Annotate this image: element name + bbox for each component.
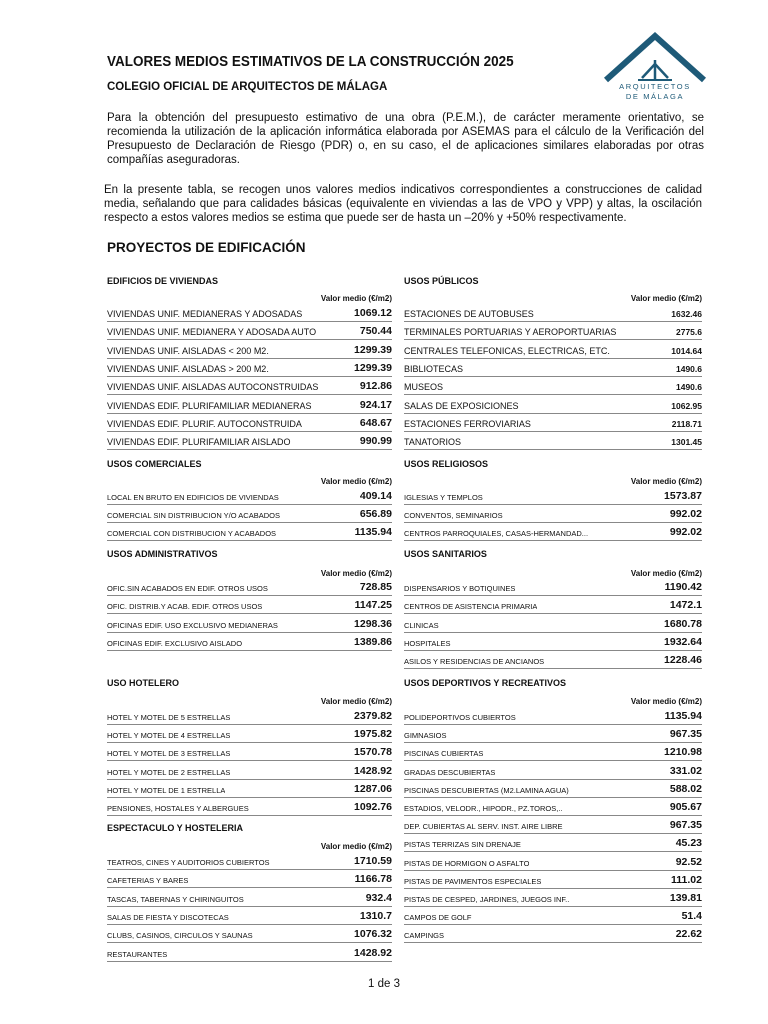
- table-row: [107, 615, 392, 633]
- row-value: 92.52: [675, 855, 702, 868]
- table-row: [404, 798, 702, 816]
- row-label: GRADAS DESCUBIERTAS: [404, 767, 496, 777]
- table-row: [404, 743, 702, 761]
- value-column-header: Valor medio (€/m2): [630, 477, 702, 486]
- row-label: PISTAS DE CESPED, JARDINES, JUEGOS INF..: [404, 895, 570, 904]
- row-value: 1062.95: [671, 400, 702, 411]
- row-label: VIVIENDAS EDIF. PLURIFAMILIAR AISLADO: [107, 437, 291, 448]
- row-label: LOCAL EN BRUTO EN EDIFICIOS DE VIVIENDAS: [107, 493, 279, 502]
- row-label: PISTAS DE PAVIMENTOS ESPECIALES: [404, 876, 542, 886]
- row-value: 1490.6: [676, 382, 702, 393]
- row-label: PISTAS DE HORMIGON O ASFALTO: [404, 858, 530, 868]
- row-label: HOTEL Y MOTEL DE 5 ESTRELLAS: [107, 713, 231, 722]
- row-label: CLUBS, CASINOS, CIRCULOS Y SAUNAS: [107, 931, 253, 941]
- group-title-administrativos: USOS ADMINISTRATIVOS: [107, 549, 218, 559]
- row-label: CAMPINGS: [404, 931, 445, 941]
- table-row: [404, 707, 702, 725]
- row-value: 912.86: [359, 380, 392, 393]
- table-row: [404, 615, 702, 633]
- row-value: 1298.36: [354, 617, 392, 630]
- row-value: 656.89: [359, 508, 392, 521]
- table-row: [107, 304, 392, 322]
- row-value: 2118.71: [671, 418, 702, 429]
- table-row: [404, 925, 702, 943]
- row-label: ESTACIONES DE AUTOBUSES: [404, 309, 534, 319]
- row-value: 409.14: [359, 490, 392, 502]
- table-row: [107, 596, 392, 614]
- row-label: PENSIONES, HOSTALES Y ALBERGUES: [107, 804, 249, 813]
- table-row: [404, 487, 702, 505]
- row-label: CENTROS PARROQUIALES, CASAS-HERMANDAD...: [404, 529, 589, 539]
- row-label: HOTEL Y MOTEL DE 2 ESTRELLAS: [107, 767, 231, 777]
- row-label: IGLESIAS Y TEMPLOS: [404, 493, 483, 502]
- table-row: [107, 780, 392, 798]
- row-label: RESTAURANTES: [107, 949, 168, 959]
- row-label: CONVENTOS, SEMINARIOS: [404, 511, 503, 521]
- row-label: ESTACIONES FERROVIARIAS: [404, 418, 531, 429]
- row-label: VIVIENDAS EDIF. PLURIF. AUTOCONSTRUIDA: [107, 418, 302, 429]
- table-row: [404, 505, 702, 523]
- row-value: 1135.94: [354, 526, 392, 539]
- row-value: 1287.06: [354, 782, 392, 795]
- row-label: HOTEL Y MOTEL DE 3 ESTRELLAS: [107, 749, 231, 759]
- row-label: VIVIENDAS UNIF. AISLADAS > 200 M2.: [107, 363, 269, 374]
- row-value: 1014.64: [671, 345, 702, 356]
- page-number: 1 de 3: [368, 978, 400, 990]
- row-label: PISTAS TERRIZAS SIN DRENAJE: [404, 840, 521, 850]
- row-value: 1069.12: [354, 307, 392, 319]
- table-row: [107, 870, 392, 888]
- table-row: [404, 341, 702, 359]
- row-label: CENTROS DE ASISTENCIA PRIMARIA: [404, 602, 538, 612]
- row-value: 1428.92: [354, 946, 392, 959]
- group-title-deportivos: USOS DEPORTIVOS Y RECREATIVOS: [404, 678, 567, 688]
- row-value: 45.23: [675, 837, 702, 850]
- row-label: VIVIENDAS UNIF. AISLADAS AUTOCONSTRUIDAS: [107, 382, 319, 393]
- value-column-header: Valor medio (€/m2): [630, 294, 702, 303]
- row-value: 1680.78: [664, 617, 702, 630]
- row-label: CAFETERIAS Y BARES: [107, 876, 189, 886]
- row-value: 1490.6: [676, 363, 702, 374]
- group-title-hotelero: USO HOTELERO: [107, 678, 180, 688]
- row-label: HOSPITALES: [404, 638, 451, 648]
- table-row: [107, 341, 392, 359]
- row-value: 1135.94: [664, 710, 702, 722]
- value-column-header: Valor medio (€/m2): [320, 842, 392, 851]
- table-row: [107, 505, 392, 523]
- table-row: [107, 944, 392, 962]
- table-row: [404, 377, 702, 395]
- table-row: [404, 871, 702, 889]
- row-value: 1299.39: [354, 343, 392, 356]
- row-value: 1076.32: [354, 928, 392, 941]
- row-value: 905.67: [669, 801, 702, 813]
- table-row: [404, 578, 702, 596]
- row-value: 1570.78: [354, 746, 392, 759]
- table-row: [107, 889, 392, 907]
- row-label: VIVIENDAS UNIF. MEDIANERA Y ADOSADA AUTO: [107, 327, 317, 338]
- row-label: OFIC.SIN ACABADOS EN EDIF. OTROS USOS: [107, 584, 268, 593]
- table-row: [107, 743, 392, 761]
- row-label: CENTRALES TELEFONICAS, ELECTRICAS, ETC.: [404, 345, 610, 356]
- logo-text-line1: ARQUITECTOS: [619, 82, 691, 91]
- row-label: VIVIENDAS UNIF. MEDIANERAS Y ADOSADAS: [107, 309, 303, 319]
- row-value: 1975.82: [354, 728, 392, 741]
- row-label: TANATORIOS: [404, 437, 462, 448]
- row-label: HOTEL Y MOTEL DE 4 ESTRELLAS: [107, 731, 231, 741]
- row-value: 1472.1: [669, 599, 702, 612]
- value-column-header: Valor medio (€/m2): [320, 697, 392, 706]
- table-row: [107, 377, 392, 395]
- row-label: VIVIENDAS UNIF. AISLADAS < 200 M2.: [107, 345, 269, 356]
- row-label: PISCINAS CUBIERTAS: [404, 749, 484, 759]
- value-column-header: Valor medio (€/m2): [630, 697, 702, 706]
- table-row: [107, 396, 392, 414]
- value-column-header: Valor medio (€/m2): [630, 569, 702, 578]
- table-row: [107, 322, 392, 340]
- row-value: 1190.42: [664, 581, 702, 593]
- group-title-viviendas: EDIFICIOS DE VIVIENDAS: [107, 276, 219, 286]
- value-column-header: Valor medio (€/m2): [320, 569, 392, 578]
- row-label: TASCAS, TABERNAS Y CHIRINGUITOS: [107, 894, 244, 904]
- table-row: [404, 322, 702, 340]
- row-value: 750.44: [359, 325, 392, 338]
- table-row: [107, 762, 392, 780]
- table-row: [404, 907, 702, 925]
- value-column-header: Valor medio (€/m2): [320, 294, 392, 303]
- group-title-espectaculo: ESPECTACULO Y HOSTELERIA: [107, 823, 244, 833]
- row-value: 2379.82: [354, 710, 392, 722]
- row-value: 1932.64: [664, 635, 702, 648]
- table-row: [404, 853, 702, 871]
- row-label: GIMNASIOS: [404, 731, 447, 741]
- row-value: 111.02: [671, 873, 702, 886]
- table-row: [107, 633, 392, 651]
- value-column-header: Valor medio (€/m2): [320, 477, 392, 486]
- table-row: [404, 359, 702, 377]
- table-row: [107, 523, 392, 541]
- row-value: 932.4: [365, 891, 392, 904]
- row-value: 1389.86: [354, 635, 392, 648]
- row-value: 1092.76: [354, 801, 392, 813]
- row-value: 1428.92: [354, 764, 392, 777]
- row-label: VIVIENDAS EDIF. PLURIFAMILIAR MEDIANERAS: [107, 400, 312, 411]
- row-label: MUSEOS: [404, 382, 444, 393]
- logo-text-line2: DE MÁLAGA: [625, 92, 685, 101]
- row-value: 2775.6: [676, 327, 702, 338]
- document-subtitle: COLEGIO OFICIAL DE ARQUITECTOS DE MÁLAGA: [107, 81, 388, 93]
- table-row: [404, 633, 702, 651]
- row-label: COMERCIAL SIN DISTRIBUCION Y/O ACABADOS: [107, 511, 280, 521]
- logo-icon: [600, 30, 710, 84]
- row-value: 1301.45: [671, 437, 702, 448]
- row-label: CAMPOS DE GOLF: [404, 913, 472, 923]
- row-label: COMERCIAL CON DISTRIBUCION Y ACABADOS: [107, 529, 277, 539]
- table-row: [404, 414, 702, 432]
- note-paragraph: En la presente tabla, se recogen unos valores medios indicativos correspondientes a construcciones de calidad media, señalando que para calidades básicas (equivalente en viviendas a las de VPO y VPP) y altas, la oscilación respecto a estos valores medios se estima que puede ser de hasta un –20% y +50% respectivamente.: [104, 184, 702, 224]
- row-value: 139.81: [669, 892, 702, 904]
- row-label: DISPENSARIOS Y BOTIQUINES: [404, 584, 516, 593]
- table-row: [107, 907, 392, 925]
- table-row: [404, 304, 702, 322]
- row-label: DEP. CUBIERTAS AL SERV. INST. AIRE LIBRE: [404, 822, 563, 832]
- table-row: [404, 834, 702, 852]
- table-row: [107, 487, 392, 505]
- document-title: VALORES MEDIOS ESTIMATIVOS DE LA CONSTRUCCIÓN 2025: [107, 54, 514, 70]
- row-label: TERMINALES PORTUARIAS Y AEROPORTUARIAS: [404, 327, 617, 338]
- row-label: POLIDEPORTIVOS CUBIERTOS: [404, 713, 516, 722]
- row-value: 648.67: [359, 416, 392, 429]
- table-row: [404, 780, 702, 798]
- row-label: ESTADIOS, VELODR., HIPODR., PZ.TOROS,..: [404, 804, 563, 813]
- table-row: [107, 707, 392, 725]
- row-value: 1228.46: [664, 654, 702, 667]
- row-label: ASILOS Y RESIDENCIAS DE ANCIANOS: [404, 657, 545, 667]
- row-label: BIBLIOTECAS: [404, 363, 464, 374]
- table-row: [107, 852, 392, 870]
- row-value: 967.35: [669, 728, 702, 741]
- row-value: 1166.78: [354, 873, 392, 886]
- table-row: [404, 396, 702, 414]
- row-value: 331.02: [669, 764, 702, 777]
- row-value: 1632.46: [671, 309, 702, 319]
- table-row: [404, 762, 702, 780]
- row-value: 1310.7: [359, 909, 392, 922]
- row-value: 992.02: [669, 526, 702, 539]
- table-row: [107, 578, 392, 596]
- row-label: SALAS DE EXPOSICIONES: [404, 400, 519, 411]
- coam-logo: [600, 30, 710, 104]
- table-row: [107, 414, 392, 432]
- row-label: HOTEL Y MOTEL DE 1 ESTRELLA: [107, 785, 226, 795]
- table-row: [404, 651, 702, 669]
- row-value: 22.62: [675, 928, 702, 941]
- table-row: [404, 816, 702, 834]
- row-value: 1210.98: [664, 746, 702, 759]
- row-label: CLINICAS: [404, 620, 439, 630]
- row-value: 1147.25: [354, 599, 392, 612]
- table-row: [404, 596, 702, 614]
- table-row: [107, 798, 392, 816]
- table-row: [107, 432, 392, 450]
- table-row: [404, 432, 702, 450]
- group-title-comerciales: USOS COMERCIALES: [107, 459, 202, 469]
- row-label: OFIC. DISTRIB.Y ACAB. EDIF. OTROS USOS: [107, 602, 263, 612]
- row-value: 1710.59: [354, 855, 392, 867]
- row-value: 588.02: [669, 782, 702, 795]
- table-row: [107, 725, 392, 743]
- table-row: [404, 523, 702, 541]
- intro-paragraph: Para la obtención del presupuesto estimativo de una obra (P.E.M.), de carácter meramente orientativo, se recomienda la utilización de la aplicación informática elaborada por ASEMAS para el cálculo de la Verificación del Presupuesto de Declaración de Riesgo (PDR) o, en su caso, el de aplicaciones similares elaboradas por otras compañías aseguradoras.: [107, 112, 704, 166]
- table-row: [404, 889, 702, 907]
- row-value: 728.85: [359, 581, 392, 593]
- row-value: 51.4: [681, 910, 702, 923]
- row-value: 992.02: [669, 508, 702, 521]
- row-value: 1299.39: [354, 361, 392, 374]
- row-value: 924.17: [359, 398, 392, 411]
- row-label: OFICINAS EDIF. EXCLUSIVO AISLADO: [107, 638, 243, 648]
- table-row: [107, 925, 392, 943]
- group-title-sanitarios: USOS SANITARIOS: [404, 549, 487, 559]
- row-label: OFICINAS EDIF. USO EXCLUSIVO MEDIANERAS: [107, 620, 278, 630]
- table-row: [404, 725, 702, 743]
- row-value: 1573.87: [664, 490, 702, 502]
- table-row: [107, 359, 392, 377]
- row-value: 967.35: [669, 819, 702, 832]
- row-value: 990.99: [359, 435, 392, 448]
- row-label: TEATROS, CINES Y AUDITORIOS CUBIERTOS: [107, 858, 270, 867]
- section-title: PROYECTOS DE EDIFICACIÓN: [107, 240, 306, 255]
- row-label: PISCINAS DESCUBIERTAS (M2.LAMINA AGUA): [404, 785, 569, 795]
- group-title-publicos: USOS PÚBLICOS: [404, 276, 479, 286]
- group-title-religiosos: USOS RELIGIOSOS: [404, 459, 489, 469]
- row-label: SALAS DE FIESTA Y DISCOTECAS: [107, 912, 229, 922]
